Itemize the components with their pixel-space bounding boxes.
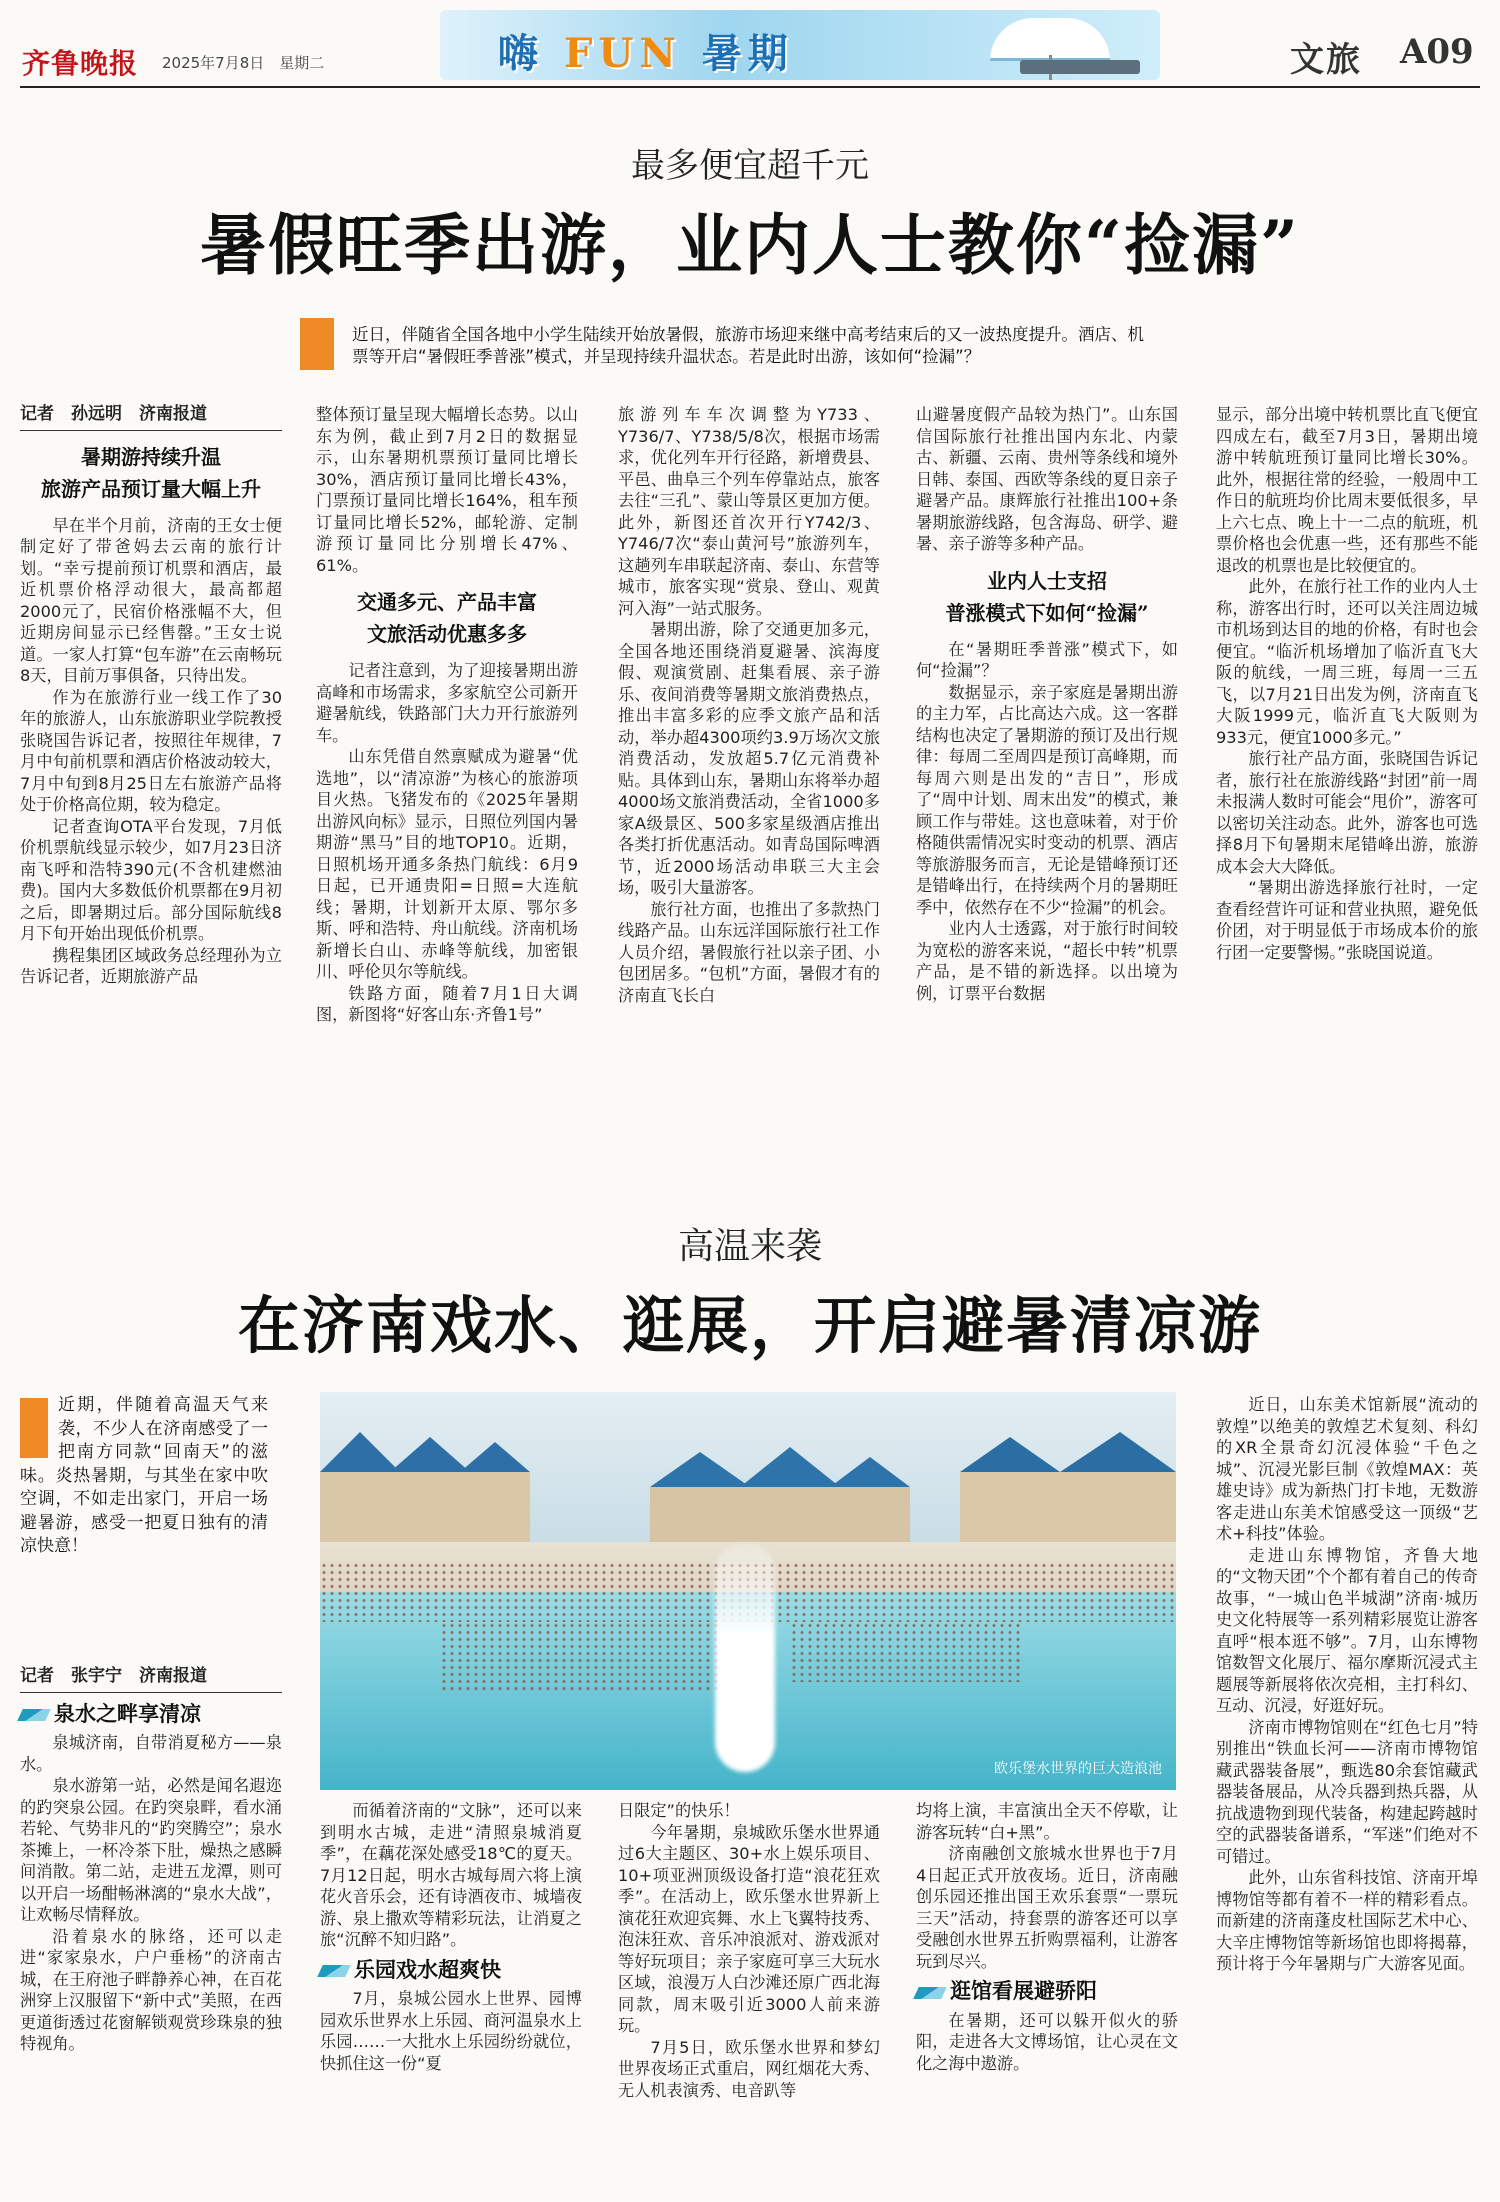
- paragraph: 暑期出游，除了交通更加多元，全国各地还围绕消夏避暑、滨海度假、观演赏剧、赶集看展、亲子游乐、夜间消费等暑期文旅消费热点，推出丰富多彩的应季文旅产品和活动，举办超4300项约3.9万场次文旅消费活动，发放超5.7亿元消费补贴。具体到山东，暑期山东将举办超4000场文旅消费活动，全省1000多家A级景区、500多家星级酒店推出各类打折优惠活动。如青岛国际啤酒节，近2000场活动串联三大主会场，吸引大量游客。: [618, 620, 880, 897]
- paragraph: 旅行社产品方面，张晓国告诉记者，旅行社在旅游线路“封团”前一周未报满人数时可能会“甩价”，游客可以密切关注动态。此外，游客也可选择8月下旬暑期末尾错峰出游，旅游成本会大大降低。: [1216, 749, 1478, 876]
- section-title: 乐园戏水超爽快: [354, 1956, 501, 1982]
- photo-crowd: [790, 1622, 1020, 1682]
- article2-column-2: [320, 1800, 582, 2074]
- header-rule: [20, 86, 1480, 88]
- paragraph: 泉城济南，自带消夏秘方——泉水。: [20, 1733, 282, 1774]
- flyboard-splash: [715, 1542, 775, 1772]
- article1-headline: 暑假旺季出游，业内人士教你“捡漏”: [200, 206, 1300, 284]
- article2-byline: 记者 张宇宁 济南报道: [20, 1666, 282, 1693]
- section-title: 逛馆看展避骄阳: [950, 1978, 1097, 2003]
- lead-marker-icon: [300, 318, 334, 370]
- article1-column-3: [618, 404, 880, 1006]
- lead-marker-icon: [20, 1398, 48, 1458]
- paragraph: 在“暑期旺季普涨”模式下，如何“捡漏”？: [916, 639, 1178, 680]
- paragraph: 7月5日，欧乐堡水世界和梦幻世界夜场正式重启，网红烟花大秀、无人机表演秀、电音趴等: [618, 2037, 880, 2100]
- paragraph: 在暑期，还可以躲开似火的骄阳，走进各大文博场馆，让心灵在文化之海中遨游。: [916, 2010, 1178, 2073]
- article2-section-1: [20, 1700, 282, 1726]
- banner-part1: 嗨: [498, 30, 544, 77]
- banner-part3: 暑期: [701, 30, 794, 77]
- paragraph: 均将上演，丰富演出全天不停歇，让游客玩转“白+黑”。: [916, 1801, 1178, 1842]
- paragraph: 济南融创文旅城水世界也于7月4日起正式开放夜场。近日，济南融创乐园还推出国王欢乐套票“一票玩三天”活动，持套票的游客还可以享受融创水世界五折购票福利，让游客玩到尽兴。: [916, 1844, 1178, 1971]
- newspaper-logo: 齐鲁晚报: [22, 47, 139, 80]
- beach-chairs-decoration: [1020, 60, 1140, 74]
- article1-subhead-3: 业内人士支招 普涨模式下如何“捡漏”: [945, 568, 1149, 625]
- section-marker-icon: [17, 1709, 51, 1721]
- paragraph: 今年暑期，泉城欧乐堡水世界通过6大主题区、30+水上娱乐项目、10+项亚洲顶级设备打造“浪花狂欢季”。在活动上，欧乐堡水世界新上演花狂欢迎宾舞、水上飞翼特技秀、泡沫狂欢、音乐冲浪派对、游戏派对等好玩项目；亲子家庭可享三大玩水区域，浪漫万人白沙滩还原广西北海同款，周末吸引近3000人前来游玩。: [618, 1822, 880, 2035]
- article2-headline: 在济南戏水、逛展，开启避暑清凉游: [237, 1289, 1262, 1362]
- paragraph: 山避暑度假产品较为热门”。山东国信国际旅行社推出国内东北、内蒙古、新疆、云南、贵州等条线和境外日韩、泰国、西欧等条线的夏日亲子避暑产品。康辉旅行社推出100+条暑期旅游线路，包含海岛、研学、避暑、亲子游等多种产品。: [916, 405, 1178, 553]
- photo-caption: 欧乐堡水世界的巨大造浪池: [994, 1761, 1162, 1777]
- article2-column-4: [916, 1800, 1178, 2074]
- issue-date: 2025年7月8日 星期二: [162, 54, 325, 72]
- paragraph: 沿着泉水的脉络，还可以走进“家家泉水，户户垂杨”的济南古城，在王府池子畔静养心神，在百花洲穿上汉服留下“新中式”美照，在西更道街透过花窗解锁观赏珍珠泉的独特视角。: [20, 1926, 282, 2053]
- paragraph: “暑期出游选择旅行社时，一定查看经营许可证和营业执照，避免低价团，对于明显低于市场成本价的旅行团一定要警惕。”张晓国说道。: [1216, 878, 1478, 962]
- paragraph: 日限定”的快乐！: [618, 1801, 740, 1820]
- paragraph: 旅游列车车次调整为Y733、Y736/7、Y738/5/8次，根据市场需求，优化列车开行径路，新增费县、平邑、曲阜三个列车停靠站点，旅客去往“三孔”、蒙山等景区更加方便。此外，新图还首次开行Y742/3、Y746/7次“泰山黄河号”旅游列车，这趟列车串联起济南、泰山、东营等城市，旅客实现“赏泉、登山、观黄河入海”一站式服务。: [618, 405, 880, 618]
- section-marker-icon: [317, 1965, 351, 1977]
- paragraph: 此外，山东省科技馆、济南开埠博物馆等都有着不一样的精彩看点。而新建的济南蓬皮杜国际艺术中心、大辛庄博物馆等新场馆也即将揭幕，预计将于今年暑期与广大游客见面。: [1216, 1868, 1478, 1973]
- paragraph: 记者查询OTA平台发现，7月低价机票航线显示较少，如7月23日济南飞呼和浩特390元(不含机建燃油费)。国内大多数低价机票都在9月初之后，即暑期过后。部分国际航线8月下旬开始出现低价机票。: [20, 816, 282, 943]
- section-banner: [440, 10, 1160, 80]
- paragraph: 携程集团区域政务总经理孙为立告诉记者，近期旅游产品: [20, 945, 282, 986]
- article2-column-1: [20, 1666, 282, 2055]
- paragraph: 作为在旅游行业一线工作了30年的旅游人，山东旅游职业学院教授张晓国告诉记者，按照往年规律，7月中旬前机票和酒店价格波动较大，7月中旬到8月25日左右旅游产品将处于价格高位期，较为稳定。: [20, 687, 282, 814]
- paragraph: 整体预订量呈现大幅增长态势。以山东为例，截止到7月2日的数据显示，山东暑期机票预订量同比增长30%，酒店预订量同比增长43%，门票预订量同比增长164%，租车预订量同比增长52%，邮轮游、定制游预订量同比分别增长47%、61%。: [316, 405, 578, 575]
- section-name: 文旅: [1290, 40, 1362, 80]
- article2-section-2: [320, 1956, 582, 1982]
- paragraph: 业内人士透露，对于旅行时间较为宽松的游客来说，“超长中转”机票产品，是不错的新选择。以出境为例，订票平台数据: [916, 919, 1178, 1003]
- article2-kicker: 高温来袭: [677, 1226, 822, 1267]
- article1-column-2: [316, 404, 578, 1026]
- article1-byline: 记者 孙远明 济南报道: [20, 404, 282, 431]
- page-number: A09: [1400, 32, 1474, 72]
- article2-column-5: [1216, 1394, 1478, 1975]
- banner-title: [498, 22, 794, 79]
- paragraph: 记者注意到，为了迎接暑期出游高峰和市场需求，多家航空公司新开避暑航线，铁路部门大力开行旅游列车。: [316, 661, 578, 745]
- section-marker-icon: [913, 1987, 947, 1999]
- paragraph: 泉水游第一站，必然是闻名遐迩的趵突泉公园。在趵突泉畔，看水涌若轮、气势非凡的“趵突腾空”；泉水茶摊上，一杯冷茶下肚，燥热之感瞬间消散。第二站，走进五龙潭，则可以开启一场酣畅淋漓的“泉水大战”，让欢畅尽情释放。: [20, 1776, 282, 1924]
- paragraph: 山东凭借自然禀赋成为避暑“优选地”，以“清凉游”为核心的旅游项目火热。飞猪发布的《2025年暑期出游风向标》显示，日照位列国内暑期游“黑马”目的地TOP10。近期，日照机场开通多条热门航线：6月9日起，已开通贵阳=日照=大连航线；暑期，计划新开太原、鄂尔多斯、呼和浩特、舟山航线。济南机场新增长白山、赤峰等航线，加密银川、呼伦贝尔等航线。: [316, 747, 578, 981]
- paragraph: 近日，山东美术馆新展“流动的敦煌”以绝美的敦煌艺术复刻、科幻的XR全景奇幻沉浸体验“千色之城”、沉浸光影巨制《敦煌MAX：英雄史诗》成为新热门打卡地，无数游客走进山东美术馆感受这一顶级“艺术+科技”体验。: [1216, 1395, 1478, 1543]
- paragraph: 此外，在旅行社工作的业内人士称，游客出行时，还可以关注周边城市机场到达目的地的价格，有时也会便宜。“临沂机场增加了临沂直飞大阪的航线，一周三班，每周一三五飞，以7月21日出发为例，济南直飞大阪1999元，临沂直飞大阪则为933元，便宜1000多元。”: [1216, 577, 1478, 747]
- paragraph: 走进山东博物馆，齐鲁大地的“文物天团”个个都有着自己的传奇故事，“一城山色半城湖”济南·城历史文化特展等一系列精彩展览让游客直呼“根本逛不够”。7月，山东博物馆数智文化展厅、福尔摩斯沉浸式主题展等新展将依次亮相，主打科幻、互动、沉浸，好逛好玩。: [1216, 1545, 1478, 1715]
- article2-section-3: [916, 1980, 1178, 2002]
- article1-lead: 近日，伴随省全国各地中小学生陆续开始放暑假，旅游市场迎来继中高考结束后的又一波热度提升。酒店、机票等开启“暑假旺季普涨”模式，并呈现持续升温状态。若是此时出游，该如何“捡漏”？: [352, 325, 1144, 366]
- article1-lead-box: [300, 310, 1200, 372]
- paragraph: 7月，泉城公园水上世界、园博园欢乐世界水上乐园、商河温泉水上乐园……一大批水上乐园纷纷就位，快抓住这一份“夏: [320, 1989, 582, 2073]
- article1-kicker: 最多便宜超千元: [631, 146, 869, 186]
- article2-column-3: [618, 1800, 880, 2101]
- paragraph: 铁路方面，随着7月1日大调图，新图将“好客山东·齐鲁1号”: [316, 983, 578, 1024]
- paragraph: 旅行社方面，也推出了多款热门线路产品。山东远洋国际旅行社工作人员介绍，暑假旅行社以亲子团、小包团居多。“包机”方面，暑假才有的济南直飞长白: [618, 899, 880, 1005]
- article1-subhead-2: 交通多元、产品丰富 文旅活动优惠多多: [357, 590, 537, 646]
- article1-column-5: [1216, 404, 1478, 963]
- paragraph: 数据显示，亲子家庭是暑期出游的主力军，占比高达六成。这一客群结构也决定了暑期游的预订及出行规律：每周二至周四是预订高峰期，而每周六则是出发的“吉日”，形成了“周中计划、周末出发”的模式，兼顾工作与带娃。这也意味着，对于价格随供需情况实时变动的机票、酒店等旅游服务而言，无论是错峰预订还是错峰出行，在持续两个月的暑期旺季中，依然存在不少“捡漏”的机会。: [916, 682, 1178, 917]
- section-title: 泉水之畔享清凉: [54, 1700, 201, 1726]
- article2-lead-text: 近期，伴随着高温天气来袭，不少人在济南感受了一把南方同款“回南天”的滋味。炎热暑期，与其坐在家中吹空调，不如走出家门，开启一场避暑游，感受一把夏日独有的清凉快意！: [20, 1395, 268, 1556]
- banner-part2: FUN: [563, 30, 682, 77]
- article2-lead: [20, 1394, 268, 1559]
- photo-crowd: [440, 1622, 720, 1692]
- water-park-photo: [320, 1392, 1176, 1790]
- paragraph: 早在半个月前，济南的王女士便制定好了带爸妈去云南的旅行计划。“幸亏提前预订机票和酒店，最近机票价格浮动很大，最高都超2000元了，民宿价格涨幅不大，但近期房间显示已经售罄。”王女士说道。一家人打算“包车游”在云南畅玩8天，目前万事俱备，只待出发。: [20, 515, 282, 685]
- paragraph: 济南市博物馆则在“红色七月”特别推出“铁血长河——济南市博物馆藏武器装备展”，甄选80余套馆藏武器装备展品，从冷兵器到热兵器，从抗战遗物到现代装备，构建起跨越时空的武器装备谱系，“军迷”们绝对不可错过。: [1216, 1717, 1478, 1866]
- article1-column-4: [916, 404, 1178, 1004]
- paragraph: 而循着济南的“文脉”，还可以来到明水古城，走进“清照泉城消夏季”，在藕花深处感受18℃的夏天。7月12日起，明水古城每周六将上演花火音乐会，还有诗酒夜市、城墙夜游、泉上撒欢等精彩玩法，让消夏之旅“沉醉不知归路”。: [320, 1801, 582, 1949]
- paragraph: 显示，部分出境中转机票比直飞便宜四成左右，截至7月3日，暑期出境游中转航班预订量同比增长30%。此外，根据往常的经验，一般周中工作日的航班均价比周末要低很多，早上六七点、晚上十一二点的航班，机票价格也会优惠一些，还有那些不能退改的机票也是比较便宜的。: [1216, 405, 1478, 575]
- article1-subhead-1: 暑期游持续升温 旅游产品预订量大幅上升: [41, 444, 261, 501]
- article1-column-1: [20, 404, 282, 988]
